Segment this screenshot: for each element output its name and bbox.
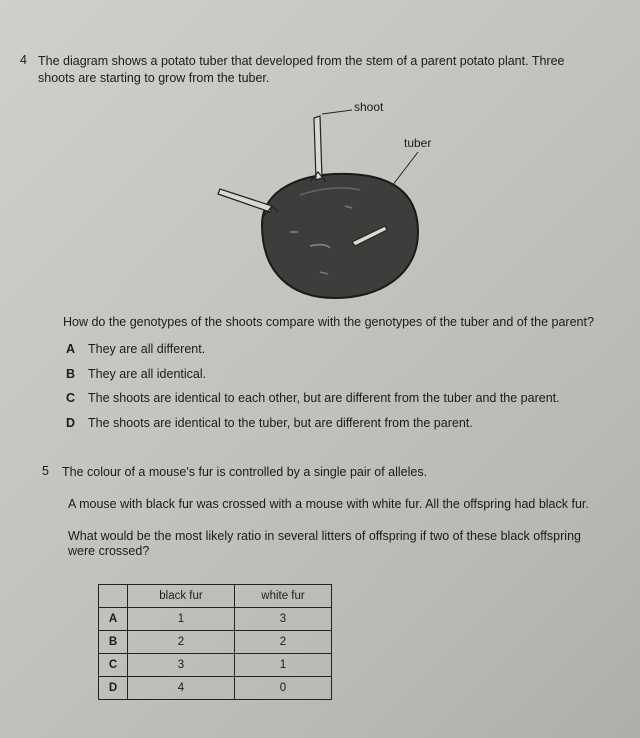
question-4-number: 4 [20,53,27,67]
black-fur-value: 2 [128,631,235,654]
shoot-top [314,116,322,180]
option-c-letter: C [66,391,76,405]
option-b-letter: B [66,367,76,381]
table-row[interactable] [99,631,332,654]
black-fur-value: 3 [128,654,235,677]
option-d-text[interactable]: The shoots are identical to the tuber, but are different from the parent. [88,416,473,430]
white-fur-value: 3 [235,608,332,631]
option-b-text[interactable]: They are all identical. [88,367,207,381]
option-c-text[interactable]: The shoots are identical to each other, but are different from the tuber and the parent. [88,391,560,405]
tuber-label: tuber [404,136,432,150]
header-blank [99,585,128,608]
tuber-body [262,174,418,298]
question-5-cross: A mouse with black fur was crossed with a mouse with white fur. All the offspring had black fur. [68,497,589,511]
row-letter: C [99,654,128,677]
table-row[interactable] [99,654,332,677]
header-white-fur: white fur [235,585,332,608]
white-fur-value: 1 [235,654,332,677]
question-4-prompt: How do the genotypes of the shoots compare with the genotypes of the tuber and of the parent? [63,315,594,329]
black-fur-value: 4 [128,677,235,700]
shoot-label: shoot [354,100,384,114]
question-5-prompt-line2: were crossed? [68,544,150,558]
table-row[interactable] [99,677,332,700]
option-a-text[interactable]: They are all different. [88,342,206,356]
question-4-stem-line2: shoots are starting to grow from the tuber. [38,71,270,85]
question-4-stem-line1: The diagram shows a potato tuber that developed from the stem of a parent potato plant. Three [38,54,565,68]
shoot-left [218,189,272,212]
question-5-prompt-line1: What would be the most likely ratio in several litters of offspring if two of these black offspring [68,529,581,543]
ratio-table [98,584,332,700]
black-fur-value: 1 [128,608,235,631]
question-5-number: 5 [42,464,49,478]
question-5-stem: The colour of a mouse's fur is controlled by a single pair of alleles. [62,465,428,479]
white-fur-value: 2 [235,631,332,654]
tuber-label-line [392,152,418,186]
shoot-label-line [322,110,352,114]
option-a-letter: A [66,342,76,356]
option-d-letter: D [66,416,76,430]
row-letter: D [99,677,128,700]
row-letter: B [99,631,128,654]
white-fur-value: 0 [235,677,332,700]
header-black-fur: black fur [128,585,235,608]
table-row[interactable] [99,608,332,631]
ratio-table-header [99,585,332,608]
row-letter: A [99,608,128,631]
